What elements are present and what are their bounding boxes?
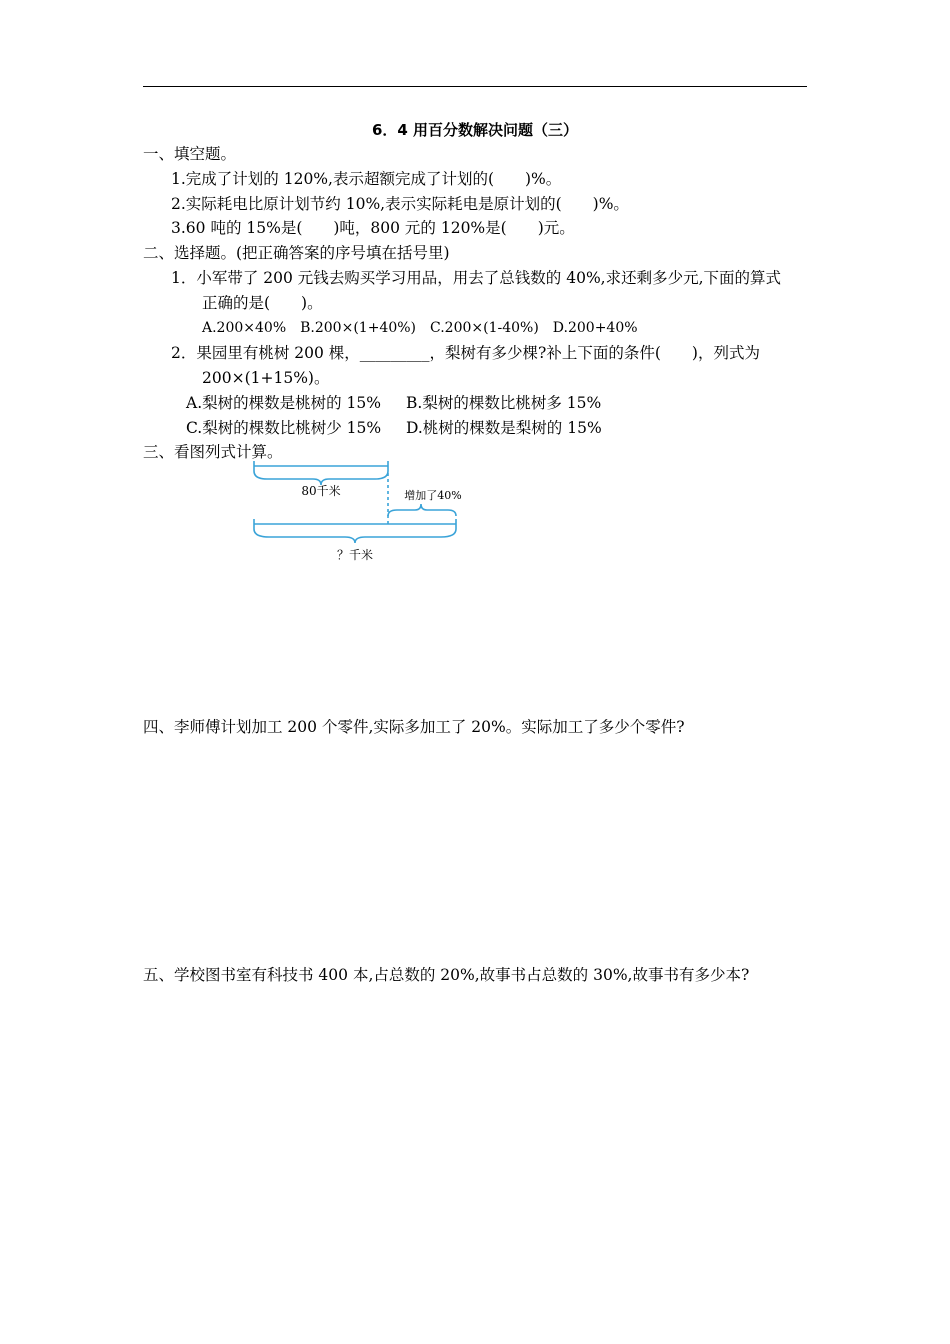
question-2-1-options: A.200×40% B.200×(1+40%) C.200×(1-40%) D.200+40% [202,320,638,336]
label-base: 80千米 [301,484,341,498]
label-increase: 增加了40% [404,489,462,502]
increase-brace [388,504,456,516]
option-d: D.桃树的棵数是梨树的 15% [406,419,602,437]
line-segment-diagram [245,455,465,570]
question-1-3: 3.60 吨的 15%是( )吨，800 元的 120%是( )元。 [171,219,575,237]
question-1-2: 2.实际耗电比原计划节约 10%,表示实际耗电是原计划的( )%。 [171,195,629,213]
section-5-question: 五、学校图书室有科技书 400 本,占总数的 20%,故事书占总数的 30%,故事书有多少本? [143,966,750,984]
option-c: C.梨树的棵数比桃树少 15% [186,419,382,437]
total-brace [254,529,456,543]
option-a: A.梨树的棵数是桃树的 15% [186,394,381,412]
question-2-2-line2: 200×(1+15%)。 [202,369,330,387]
section-4-question: 四、李师傅计划加工 200 个零件,实际多加工了 20%。实际加工了多少个零件? [143,718,685,736]
question-2-2-line1: 2．果园里有桃树 200 棵，_________，梨树有多少棵?补上下面的条件( )，列式为 [171,344,760,362]
option-b: B.梨树的棵数比桃树多 15% [406,394,602,412]
question-2-1-line2: 正确的是( )。 [202,294,323,312]
section-3-heading: 三、看图列式计算。 [143,443,283,461]
section-2-heading: 二、选择题。(把正确答案的序号填在括号里) [143,244,450,262]
section-1-heading: 一、填空题。 [143,145,237,163]
base-brace [254,471,388,485]
question-1-1: 1.完成了计划的 120%,表示超额完成了计划的( )%。 [171,170,562,188]
worksheet-title: 6．4 用百分数解决问题（三） [371,121,579,139]
label-total: ？千米 [336,548,374,562]
question-2-1-line1: 1．小军带了 200 元钱去购买学习用品，用去了总钱数的 40%,求还剩多少元,下面的算式 [171,269,782,287]
top-rule [143,86,807,87]
